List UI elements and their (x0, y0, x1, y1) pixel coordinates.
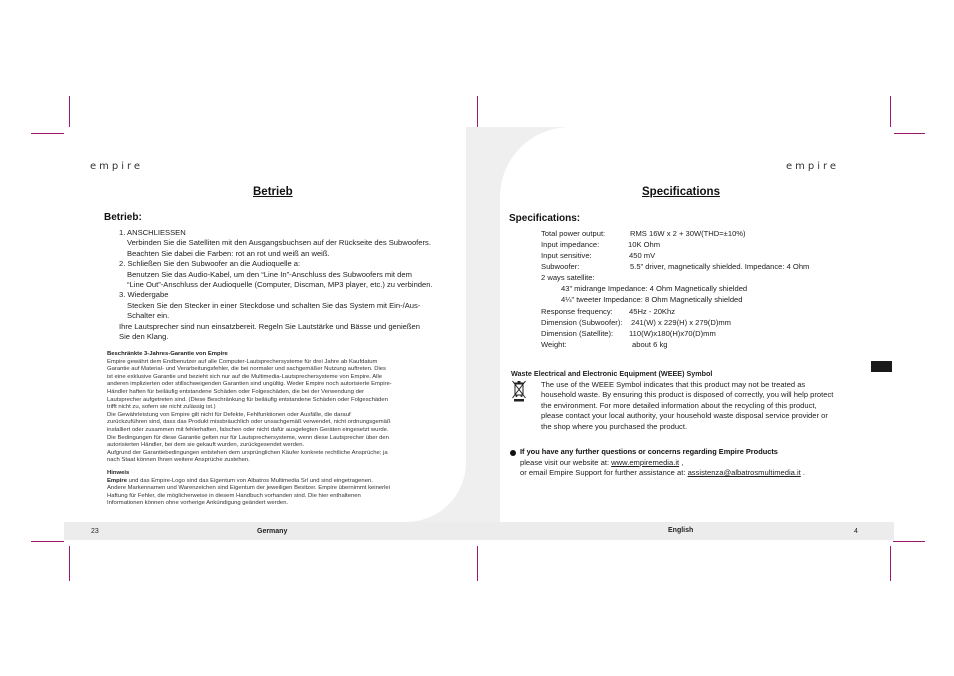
crop-mark (893, 133, 925, 134)
footer-label: English (668, 527, 694, 534)
spec-value: 10K Ohm (628, 240, 661, 249)
text-line: Händler haften für beiläufig entstandene Schäden oder Folgeschäden, die bei der Verwendung der (107, 388, 365, 395)
website-link[interactable]: www.empiremedia.it (611, 458, 680, 467)
text-line: Ihre Lautsprecher sind nun einsatzbereit. Regeln Sie Lautstärke und Bässe und genießen (119, 321, 420, 331)
text-line: Aufgrund der Garantiebedingungen entstehen dem ursprünglichen Käufer konkrete rechtliche Ansprüche; ja (107, 449, 388, 456)
section-heading: Betrieb: (104, 212, 142, 223)
crossed-out-bin-icon (511, 379, 527, 403)
side-tab (871, 361, 892, 372)
step-number: 2. (119, 259, 126, 269)
empire-logo: empire (786, 161, 840, 172)
text-line: Sie den Klang. (119, 332, 169, 342)
text-line (107, 478, 447, 486)
text-segment: und das Empire-Logo sind das Eigentum von Albatros Multimedia Srl und sind eingetragenen. (126, 477, 373, 484)
spec-label: Input impedance: (541, 240, 600, 249)
step-text (119, 238, 459, 259)
crop-mark (69, 546, 70, 581)
text-segment: , (679, 458, 684, 467)
spec-value: about 6 kg (632, 340, 668, 349)
page-number: 23 (91, 528, 99, 535)
spec-value: 45Hz - 20Khz (629, 307, 676, 316)
text-line: please contact your local authority, your household waste disposal service provider or (541, 411, 828, 421)
spec-value: RMS 16W x 2 + 30W(THD=±10%) (630, 229, 746, 238)
text-line: Lautsprecher aufgetreten sind. (Diese Beschränkung für beiläufig entstandene Schäden oder Folgeschäden (107, 396, 388, 403)
step (119, 290, 459, 300)
warranty-title: Beschränkte 3-Jahres-Garantie von Empire (107, 351, 228, 357)
text-line: zurückzuführen sind, dass das Produkt missbräuchlich oder unsachgemäß verwendet, nicht ordnungsgemäß (107, 419, 391, 426)
text-segment: please visit our website at: (520, 458, 612, 467)
text-line: Die Gewährleistung von Empire gilt nicht für Defekte, Fehlfunktionen oder Ausfälle, die darauf (107, 411, 351, 418)
page-number: 4 (854, 528, 858, 535)
step (119, 259, 459, 269)
text-line: installiert oder zusammen mit fehlerhaften, falschen oder nicht dafür ausgelegten Geräten eingesetzt wurde. (107, 426, 389, 433)
text-line: Empire gewährt dem Endbenutzer auf alle Computer-Lautsprechersysteme für drei Jahre ab Kaufdatum (107, 358, 378, 365)
text-line: ist eine exklusive Garantie und bezieht sich nur auf die Multimedia-Lautsprechersysteme von Empire. Alle (107, 373, 383, 380)
footer-label: Germany (257, 528, 288, 535)
crop-mark (890, 96, 891, 131)
crop-mark (69, 96, 70, 131)
text-segment: . (800, 468, 806, 477)
text-line: anderen implizierten oder stillschweigenden Garantien sind ungültig. Weder Empire noch autorisierte Empire- (107, 381, 392, 388)
closing-text (119, 322, 459, 343)
weee-title: Waste Electrical and Electronic Equipment (WEEE) Symbol (511, 369, 713, 378)
warranty-section (107, 351, 447, 465)
text-line: Stecken Sie den Stecker in einer Steckdose und schalten Sie das System mit Ein-/Aus- (127, 300, 421, 310)
notice-title: Hinweis (107, 470, 130, 476)
crop-mark (477, 546, 478, 581)
spec-value: 5.5” driver, magnetically shielded. Impedance: 4 Ohm (630, 262, 810, 271)
text-line: autorisierten Händler, bei dem sie gekauft wurden, zurückgesendet werden. (107, 442, 305, 449)
bullet-dot-icon (510, 450, 516, 456)
step-heading: Wiedergabe (127, 290, 169, 300)
contact-title: If you have any further questions or concerns regarding Empire Products (520, 447, 778, 456)
spec-label: Dimension (Subwoofer): (541, 318, 623, 327)
spec-value: 110(W)x180(H)x70(D)mm (629, 329, 716, 338)
step-heading: ANSCHLIESSEN (127, 228, 186, 237)
text-line: Schalter ein. (127, 311, 170, 321)
notice-section (107, 470, 447, 508)
spec-label: Weight: (541, 340, 567, 349)
crop-mark (893, 541, 925, 542)
text-line: the environment. For more detailed information about the recycling of this product, (541, 400, 817, 410)
spec-value: 43” midrange Impedance: 4 Ohm Magnetically shielded (561, 284, 748, 293)
text-line: The use of the WEEE Symbol indicates that this product may not be treated as (541, 380, 806, 389)
contact-website-line (520, 458, 683, 468)
crop-mark (31, 541, 64, 542)
section-heading: Specifications: (509, 213, 581, 224)
spec-value: 241(W) x 229(H) x 279(D)mm (631, 318, 732, 327)
spec-label: Input sensitive: (541, 251, 592, 260)
email-link[interactable]: assistenza@albatrosmultimedia.it (687, 468, 801, 477)
crop-mark (477, 96, 478, 131)
step (119, 228, 459, 238)
text-line: household waste. By ensuring this product is disposed of correctly, you will help protect (541, 390, 834, 400)
step-text (119, 270, 459, 291)
page-title: Betrieb (253, 186, 293, 198)
brand-name: Empire (107, 477, 127, 484)
text-line: Benutzen Sie das Audio-Kabel, um den “Line In”-Anschluss des Subwoofers mit dem (127, 269, 412, 279)
footer-bar (64, 522, 894, 540)
contact-email-line (520, 468, 805, 478)
text-line: trifft nicht zu, sofern sie nicht zulässig ist.) (107, 404, 216, 411)
spec-label: Response frequency: (541, 307, 613, 316)
text-line: Verbinden Sie die Satelliten mit den Ausgangsbuchsen auf der Rückseite des Subwoofers. (127, 238, 431, 248)
page-title: Specifications (642, 186, 720, 198)
crop-mark (890, 546, 891, 581)
spec-value: 450 mV (629, 251, 656, 260)
empire-logo: empire (90, 161, 144, 172)
text-line: Andere Markennamen und Warenzeichen sind Eigentum der jeweiligen Besitzer. Empire übernimmt keinerlei (107, 485, 390, 492)
text-line: Haftung für Fehler, die möglicherweise in diesem Handbuch vorhanden sind. Die hier enthaltenen (107, 492, 361, 499)
text-line: “Line Out”-Anschluss der Audioquelle (Computer, Discman, MP3 player, etc.) zu verbinden. (127, 280, 433, 290)
crop-mark (31, 133, 64, 134)
step-heading: Schließen Sie den Subwoofer an die Audioquelle a: (127, 259, 301, 269)
spec-label: 2 ways satellite: (541, 273, 595, 282)
weee-text (541, 380, 871, 432)
spec-label: Subwoofer: (541, 262, 580, 271)
text-line: Die Bedingungen für diese Garantie gelten nur für Lautsprechersysteme, wenn diese Lautsprecher über den (107, 434, 389, 441)
text-line: Garantie auf Material- und Verarbeitungsfehler, die bei normaler und sachgemäßer Nutzung auftreten. Dies (107, 366, 386, 373)
step-number: 3. (119, 290, 126, 300)
spec-label: Dimension (Satellite): (541, 329, 614, 338)
text-line: Informationen können ohne vorherige Ankündigung geändert werden. (107, 500, 289, 507)
spec-value: 4¼” tweeter Impedance: 8 Ohm Magnetically shielded (561, 295, 743, 304)
text-line: nach Staat können Ihnen weitere Ansprüche zustehen. (107, 457, 250, 464)
instruction-steps (119, 228, 459, 342)
step-number: 1. (119, 228, 126, 237)
text-segment: or email Empire Support for further assistance at: (520, 468, 688, 477)
step-text (119, 301, 459, 322)
spec-label: Total power output: (541, 229, 606, 238)
text-line: the shop where you purchased the product. (541, 421, 688, 431)
text-line: Beachten Sie dabei die Farben: rot an rot und weiß an weiß. (127, 248, 330, 258)
